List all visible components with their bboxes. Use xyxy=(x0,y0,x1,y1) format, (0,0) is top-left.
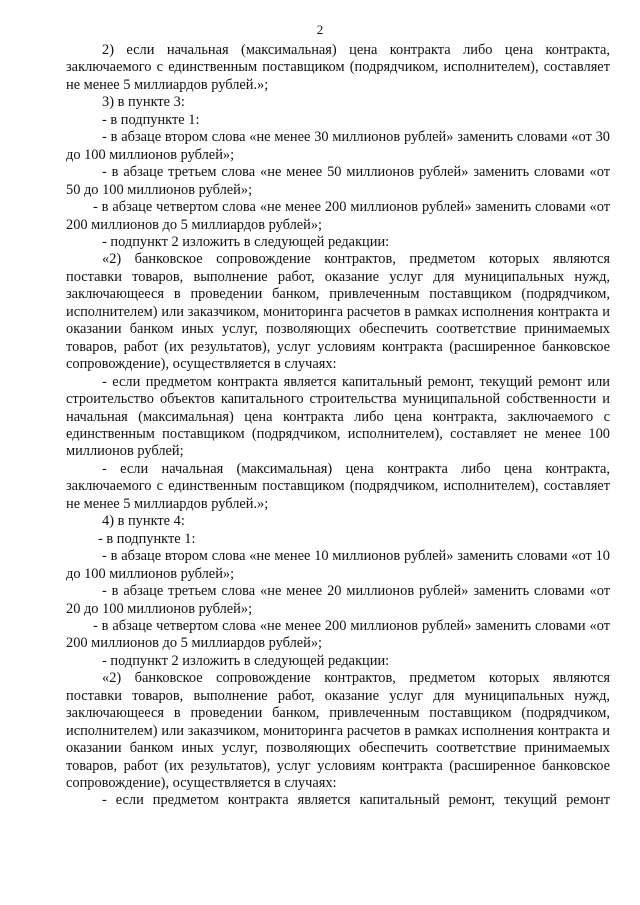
page-number: 2 xyxy=(316,22,324,37)
paragraph: - в абзаце втором слова «не менее 10 миллионов рублей» заменить словами «от 10 до 100 миллионов рублей»; xyxy=(66,548,610,582)
paragraph: «2) банковское сопровождение контрактов, предметом которых являются поставки товаров, выполнение работ, оказание услуг для муниципальных нужд, заключающееся в проведении банком, привлеченным поставщиком (подрядчиком, исполнителем) или заказчиком, мониторинга расчетов в рамках исполнения контракта и оказании банком иных услуг, позволяющих обеспечить соответствие принимаемых товаров, работ (их результатов), услуг условиям контракта (расширенное банковское сопровождение), осуществляется в случаях: xyxy=(66,670,610,792)
paragraph: - если начальная (максимальная) цена контракта либо цена контракта, заключаемого с единственным поставщиком (подрядчиком, исполнителем), составляет не менее 5 миллиардов рублей.»; xyxy=(66,460,610,512)
paragraph: - в абзаце втором слова «не менее 30 миллионов рублей» заменить словами «от 30 до 100 миллионов рублей»; xyxy=(66,129,610,163)
paragraph: - в абзаце четвертом слова «не менее 200 миллионов рублей» заменить словами «от 200 миллионов до 5 миллиардов рублей»; xyxy=(66,617,610,652)
paragraph: - подпункт 2 изложить в следующей редакции: xyxy=(102,652,390,669)
paragraph: 4) в пункте 4: xyxy=(102,513,185,530)
paragraph: - в подпункте 1: xyxy=(102,111,200,128)
document-body xyxy=(66,42,610,810)
paragraph: 3) в пункте 3: xyxy=(102,94,185,111)
paragraph: - в абзаце третьем слова «не менее 20 миллионов рублей» заменить словами «от 20 до 100 миллионов рублей»; xyxy=(66,583,610,617)
paragraph: - подпункт 2 изложить в следующей редакции: xyxy=(102,233,390,250)
paragraph: «2) банковское сопровождение контрактов, предметом которых являются поставки товаров, выполнение работ, оказание услуг для муниципальных нужд, заключающееся в проведении банком, привлеченным поставщиком (подрядчиком, исполнителем) или заказчиком, мониторинга расчетов в рамках исполнения контракта и оказании банком иных услуг, позволяющих обеспечить соответствие принимаемых товаров, работ (их результатов), услуг условиям контракта (расширенное банковское сопровождение), осуществляется в случаях: xyxy=(66,251,610,373)
paragraph: - если предметом контракта является капитальный ремонт, текущий ремонт xyxy=(102,792,610,809)
paragraph: - если предметом контракта является капитальный ремонт, текущий ремонт или строительство объектов капитального строительства муниципальной собственности и начальная (максимальная) цена контракта либо цена контракта, заключаемого с единственным поставщиком (подрядчиком, исполнителем), составляет не менее 100 миллионов рублей; xyxy=(66,373,610,460)
paragraph: - в подпункте 1: xyxy=(98,530,196,547)
paragraph: 2) если начальная (максимальная) цена контракта либо цена контракта, заключаемого с единственным поставщиком (подрядчиком, исполнителем), составляет не менее 5 миллиардов рублей.»; xyxy=(66,42,610,93)
paragraph: - в абзаце четвертом слова «не менее 200 миллионов рублей» заменить словами «от 200 миллионов до 5 миллиардов рублей»; xyxy=(66,199,610,233)
paragraph: - в абзаце третьем слова «не менее 50 миллионов рублей» заменить словами «от 50 до 100 миллионов рублей»; xyxy=(66,164,610,198)
